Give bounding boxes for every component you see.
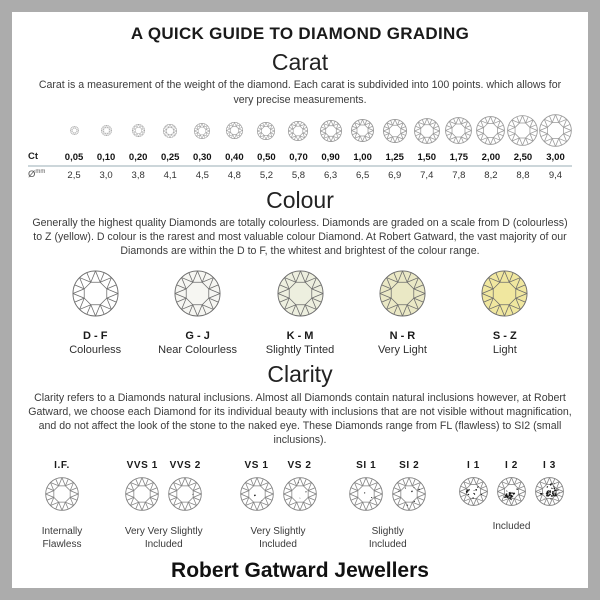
colour-diamond-icon: [277, 270, 324, 322]
carat-diamond-icon: [282, 113, 314, 149]
clarity-heading: Clarity: [267, 361, 333, 388]
clarity-grade-label: I 2: [505, 460, 518, 472]
carat-diamond-icon: [411, 113, 443, 149]
diameter-symbol: Ø: [28, 168, 36, 180]
colour-grade-label: Very Light: [377, 344, 427, 357]
clarity-group: [240, 460, 317, 551]
clarity-group-description: Very Very Slightly Included: [124, 526, 203, 551]
carat-description: Carat is a measurement of the weight of the diamond. Each carat is subdivided into 100 points. which allows for very precise measurements.: [38, 79, 562, 106]
carat-diamond-icon: [218, 113, 250, 149]
clarity-grade-item: [168, 460, 202, 516]
colour-grade-range: G - J: [185, 330, 210, 343]
carat-diamond-icon: [58, 113, 90, 149]
clarity-group-description: Slightly Included: [368, 526, 407, 551]
carat-diamond-icon: [507, 113, 539, 149]
diameter-value: 4,8: [227, 169, 241, 181]
diameter-row-label: [28, 169, 58, 180]
carat-diamond-icon: [154, 113, 186, 149]
diameter-value: 2,5: [67, 169, 81, 181]
diameter-value: 4,1: [163, 169, 177, 181]
carat-diamond-icon: [122, 113, 154, 149]
diameter-value: 5,8: [291, 169, 306, 181]
carat-diamond-icon: [475, 113, 507, 149]
guide-page: [12, 12, 588, 588]
clarity-grade-item: [459, 460, 488, 511]
carat-diamond-icon: [539, 113, 572, 149]
clarity-diamond-icon: [125, 477, 159, 516]
carat-value: 2,00: [481, 151, 501, 163]
colour-grade-label: Light: [492, 344, 517, 357]
carat-diamond-icon: [186, 113, 218, 149]
clarity-grade-label: VS 2: [287, 460, 312, 472]
carat-row-label: Ct: [28, 151, 39, 163]
carat-value: 0,40: [225, 151, 244, 163]
clarity-grade-item: [497, 460, 526, 511]
colour-grade-range: N - R: [389, 330, 416, 343]
carat-value: 3,00: [546, 151, 565, 163]
carat-diamond-icon: [315, 113, 347, 149]
clarity-diamond-icon: [459, 477, 488, 511]
carat-value: 0,10: [96, 151, 116, 163]
clarity-grade-label: VS 1: [244, 460, 269, 472]
clarity-group-description: Internally Flawless: [41, 526, 83, 551]
colour-grade-item: [454, 270, 556, 356]
diameter-value: 7,4: [420, 169, 434, 181]
colour-grade-item: [351, 270, 453, 356]
clarity-group-items: [125, 460, 202, 516]
diameter-value: 9,4: [548, 169, 563, 181]
clarity-group-description: Very Slightly Included: [250, 526, 306, 551]
clarity-grade-label: SI 1: [356, 460, 377, 472]
carat-diamond-icon: [443, 113, 475, 149]
clarity-grade-item: [392, 460, 426, 516]
diameter-value: 7,8: [452, 169, 466, 181]
clarity-group: [459, 460, 564, 533]
clarity-diamond-icon: [283, 477, 317, 516]
jeweller-name: Robert Gatward Jewellers: [171, 559, 429, 583]
diameter-value: 6,9: [388, 169, 402, 181]
carat-value: 1,50: [417, 151, 436, 163]
carat-scale-table: [28, 113, 572, 182]
clarity-group-items: [240, 460, 317, 516]
colour-grades-row: [44, 270, 556, 356]
clarity-grade-item: [283, 460, 317, 516]
colour-grade-range: K - M: [286, 330, 314, 343]
colour-diamond-icon: [379, 270, 426, 322]
carat-value: 0,50: [257, 151, 276, 163]
clarity-grade-item: [125, 460, 159, 516]
clarity-diamond-icon: [45, 477, 79, 516]
carat-value: 2,50: [513, 151, 533, 163]
clarity-group-description: Included: [492, 521, 531, 533]
colour-grade-range: S - Z: [492, 330, 517, 343]
clarity-grade-label: I.F.: [54, 460, 70, 472]
colour-heading: Colour: [266, 186, 334, 213]
clarity-grade-item: [349, 460, 383, 516]
carat-value: 0,25: [160, 151, 180, 163]
clarity-group: [349, 460, 426, 551]
diameter-value: 3,0: [99, 169, 113, 181]
carat-value: 1,75: [449, 151, 469, 163]
clarity-description: Clarity refers to a Diamonds natural inclusions. Almost all Diamonds contain natural inclusions however, at Robert Gatward, we choose each Diamond for its individual beauty with inclusions that are not visible without magnification, and do not affect the look of the stone to the naked eye. These Diamonds range from FL (flawless) to SI2 (small inclusions).: [28, 391, 572, 446]
colour-grade-range: D - F: [82, 330, 108, 343]
carat-value: 0,05: [64, 151, 84, 163]
carat-value: 0,30: [193, 151, 212, 163]
carat-diamond-icon: [347, 113, 379, 149]
clarity-group-items: [45, 460, 79, 516]
clarity-diamond-icon: [168, 477, 202, 516]
diameter-unit: mm: [35, 168, 46, 175]
colour-grade-item: [44, 270, 146, 356]
diameter-value: 6,5: [356, 169, 370, 181]
diameter-value: 6,3: [323, 169, 338, 181]
carat-value: 1,00: [353, 151, 372, 163]
clarity-diamond-icon: [392, 477, 426, 516]
clarity-diamond-icon: [240, 477, 274, 516]
clarity-grade-item: [45, 460, 79, 516]
diameter-value: 5,2: [259, 169, 274, 181]
colour-diamond-icon: [481, 270, 528, 322]
clarity-grade-label: SI 2: [399, 460, 420, 472]
carat-diamond-icon: [379, 113, 411, 149]
clarity-grades-row: [36, 460, 564, 551]
carat-heading: Carat: [271, 49, 329, 75]
clarity-grade-label: I 3: [543, 460, 556, 472]
clarity-group: [121, 460, 207, 551]
clarity-grade-label: VVS 1: [126, 460, 158, 472]
colour-grade-label: Colourless: [69, 344, 122, 357]
clarity-grade-item: [535, 460, 564, 511]
diameter-value: 8,2: [484, 169, 498, 181]
clarity-grade-item: [240, 460, 274, 516]
diameter-value: 3,8: [131, 169, 145, 181]
clarity-group: [36, 460, 88, 551]
clarity-group-items: [459, 460, 564, 511]
carat-value: 0,70: [289, 151, 308, 163]
colour-diamond-icon: [174, 270, 221, 322]
colour-description: Generally the highest quality Diamonds are totally colourless. Diamonds are graded on a scale from D (colourless) to Z (yellow). D colour is the rarest and most valuable colour Diamond. At Robert Gatward, the vast majority of our Diamonds are within the D to F, the whitest and brightest of the colour range.: [32, 217, 568, 258]
carat-diamond-icon: [250, 113, 282, 149]
clarity-diamond-icon: [349, 477, 383, 516]
colour-diamond-icon: [72, 270, 119, 322]
carat-diamond-icon: [90, 113, 122, 149]
colour-grade-label: Near Colourless: [158, 344, 238, 357]
colour-grade-label: Slightly Tinted: [265, 344, 335, 357]
colour-grade-item: [249, 270, 351, 356]
clarity-diamond-icon: [497, 477, 526, 511]
colour-grade-item: [146, 270, 248, 356]
diameter-value: 4,5: [195, 169, 209, 181]
carat-value: 0,20: [128, 151, 148, 163]
carat-value: 0,90: [321, 151, 340, 163]
clarity-group-items: [349, 460, 426, 516]
diameter-value: 8,8: [516, 169, 530, 181]
page-title: A QUICK GUIDE TO DIAMOND GRADING: [130, 24, 470, 43]
clarity-grade-label: VVS 2: [169, 460, 201, 472]
clarity-grade-label: I 1: [467, 460, 480, 472]
carat-value: 1,25: [385, 151, 404, 163]
clarity-diamond-icon: [535, 477, 564, 511]
